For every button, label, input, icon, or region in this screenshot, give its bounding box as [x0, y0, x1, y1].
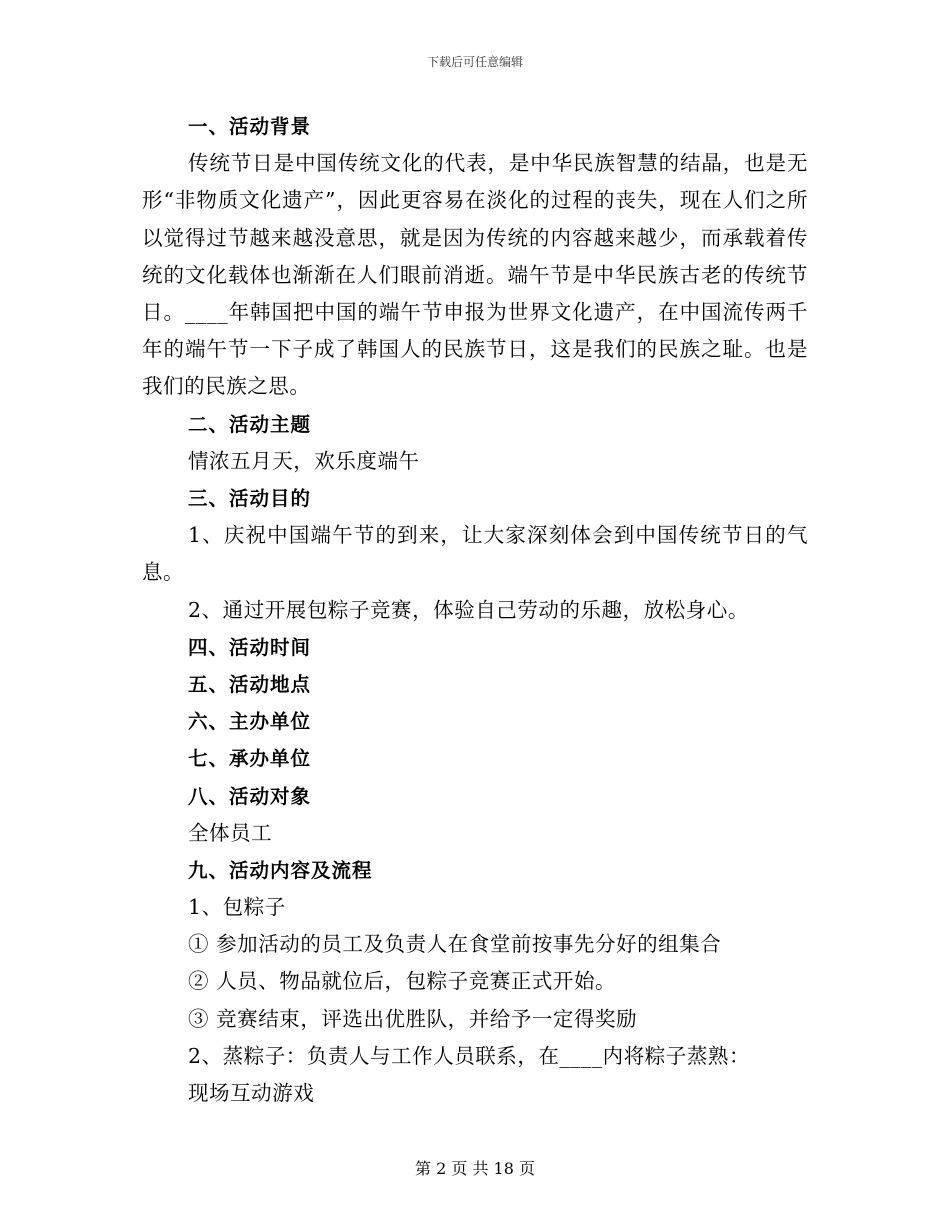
- section-heading-host: 六、主办单位: [188, 710, 312, 734]
- section-heading-background: 一、活动背景: [188, 115, 312, 138]
- content-step-2: ② 人员、物品就位后，包粽子竞赛正式开始。: [188, 969, 617, 994]
- content-subitem-3: 现场互动游戏: [188, 1081, 315, 1106]
- section-heading-location: 五、活动地点: [188, 672, 312, 696]
- content-subitem-2: 2、蒸粽子：负责人与工作人员联系，在____内将粽子蒸熟：: [188, 1043, 750, 1068]
- section-heading-time: 四、活动时间: [188, 635, 312, 659]
- page-header: 下载后可任意编辑: [426, 55, 523, 69]
- section-heading-theme: 二、活动主题: [188, 412, 312, 436]
- content-step-3: ③ 竞赛结束，评选出优胜队，并给予一定得奖励: [188, 1006, 638, 1031]
- purpose-item-2: 2、通过开展包粽子竞赛，体验自己劳动的乐趣，放松身心。: [188, 597, 749, 622]
- document-body: [142, 108, 808, 1112]
- section-heading-content: 九、活动内容及流程: [188, 858, 373, 882]
- content-subitem-1: 1、包粽子: [188, 895, 286, 920]
- section-heading-audience: 八、活动对象: [188, 784, 312, 808]
- section-heading-organizer: 七、承办单位: [188, 747, 312, 771]
- audience-text: 全体员工: [188, 820, 273, 845]
- background-paragraph: 传统节日是中国传统文化的代表，是中华民族智慧的结晶，也是无形“非物质文化遗产”，因此更容易在淡化的过程的丧失，现在人们之所以觉得过节越来越没意思，就是因为传统的内容越来越少，而承载着传统的文化载体也渐渐在人们眼前消逝。端午节是中华民族古老的传统节日。____年韩国把中国的端午节申报为世界文化遗产，在中国流传两千年的端午节一下子成了韩国人的民族节日，这是我们的民族之耻。也是我们的民族之思。: [142, 151, 808, 399]
- page-number: 第 2 页 共 18 页: [415, 1159, 535, 1178]
- purpose-item-1: 1、庆祝中国端午节的到来，让大家深刻体会到中国传统节日的气息。: [142, 523, 808, 585]
- theme-text: 情浓五月天，欢乐度端午: [188, 448, 420, 473]
- section-heading-purpose: 三、活动目的: [188, 486, 312, 510]
- content-step-1: ① 参加活动的员工及负责人在食堂前按事先分好的组集合: [188, 932, 722, 957]
